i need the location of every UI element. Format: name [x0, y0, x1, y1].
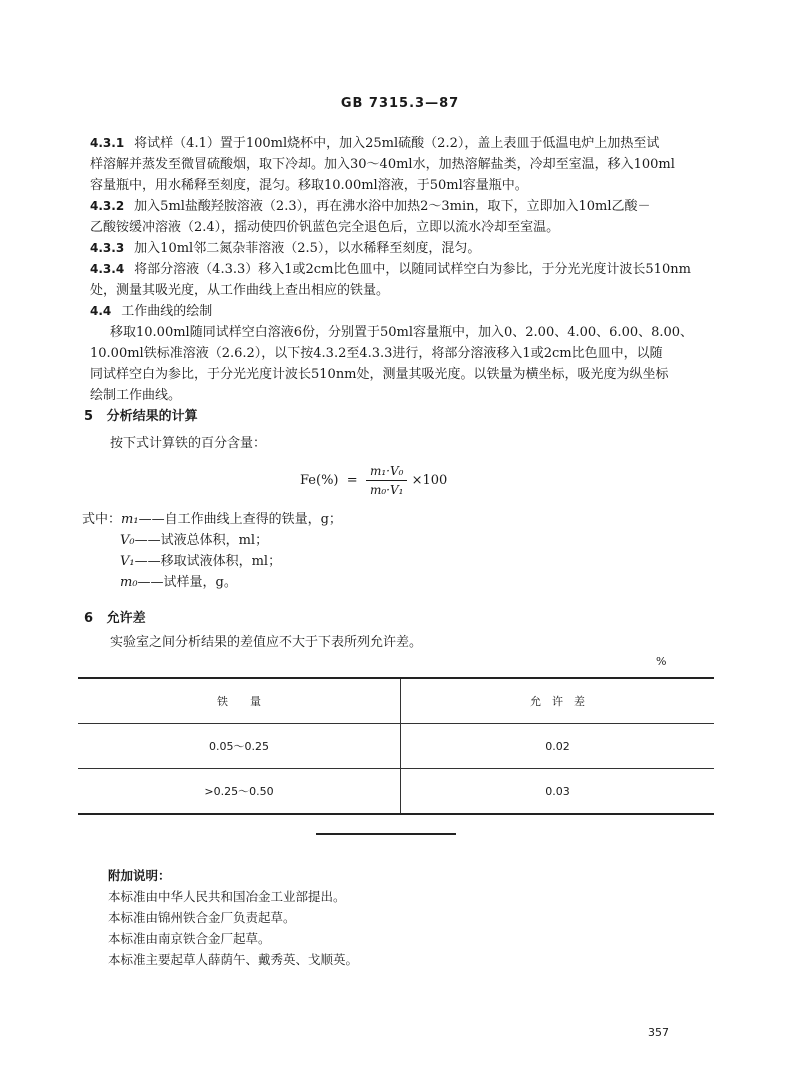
section-title: 允许差 — [106, 611, 146, 626]
clause-number: 4.3.1 — [90, 136, 125, 150]
subsection-title: 工作曲线的绘制 — [121, 304, 213, 319]
section-title: 分析结果的计算 — [106, 409, 198, 424]
paragraph-4-3-2 — [90, 196, 651, 217]
page-header: GB 7315.3—87 — [340, 96, 460, 111]
appendix-line: 本标准由南京铁合金厂起草。 — [108, 931, 271, 946]
appendix-title: 附加说明： — [108, 868, 171, 883]
paragraph-line: 容量瓶中，用水稀释至刻度，混匀。移取10.00ml溶液，于50ml容量瓶中。 — [90, 178, 528, 193]
paragraph-line: 移取10.00ml随同试样空白溶液6份，分别置于50ml容量瓶中，加入0、2.00、4.00、6.00、8.00、 — [110, 325, 694, 340]
clause-number: 4.3.2 — [90, 199, 125, 213]
clause-number: 4.3.4 — [90, 262, 125, 276]
table-row — [78, 724, 714, 769]
paragraph-line: 同试样空白为参比，于分光光度计波长510nm处，测量其吸光度。以铁量为横坐标，吸光度为纵坐标 — [90, 367, 669, 382]
table-cell: >0.25～0.50 — [78, 769, 401, 815]
where-label: 式中： — [82, 512, 122, 527]
column-header-tolerance: 允 许 差 — [401, 678, 715, 724]
variable-definition — [120, 572, 237, 593]
section-intro: 按下式计算铁的百分含量： — [110, 436, 267, 451]
clause-number: 4.3.3 — [90, 241, 125, 255]
formula-equals: = — [346, 473, 358, 488]
variable-symbol: m₁ — [121, 512, 139, 527]
variable-symbol: V₁ — [120, 554, 135, 569]
table-cell: 0.02 — [401, 724, 715, 769]
tolerance-table — [78, 677, 714, 815]
section-number: 6 — [84, 611, 94, 626]
variable-definition — [82, 509, 342, 530]
section-6-heading — [84, 607, 146, 626]
variable-description: ——试液总体积，ml； — [134, 533, 269, 548]
paragraph-line: 10.00ml铁标准溶液（2.6.2），以下按4.3.2至4.3.3进行，将部分溶液移入1或2cm比色皿中，以随 — [90, 346, 663, 361]
table-cell: 0.03 — [401, 769, 715, 815]
separator-rule — [316, 833, 456, 835]
paragraph-line: 加入10ml邻二氮杂菲溶液（2.5），以水稀释至刻度，混匀。 — [134, 241, 481, 256]
paragraph-line: 将试样（4.1）置于100ml烧杯中，加入25ml硫酸（2.2），盖上表皿于低温电炉上加热至试 — [134, 136, 660, 151]
variable-symbol: V₀ — [120, 533, 135, 548]
formula-fraction — [366, 464, 407, 497]
variable-description: ——移取试液体积，ml； — [134, 554, 282, 569]
table-header-row — [78, 678, 714, 724]
formula-lhs: Fe(%) — [300, 473, 339, 488]
paragraph-line: 加入5ml盐酸羟胺溶液（2.3），再在沸水浴中加热2～3min，取下，立即加入10ml乙酸－ — [134, 199, 651, 214]
paragraph-4-3-4 — [90, 259, 691, 280]
paragraph-4-3-3 — [90, 238, 480, 259]
table-cell: 0.05～0.25 — [78, 724, 401, 769]
variable-description: ——试样量，g。 — [137, 575, 237, 590]
paragraph-line: 处，测量其吸光度，从工作曲线上查出相应的铁量。 — [90, 283, 390, 298]
variable-description: ——自工作曲线上查得的铁量，g； — [138, 512, 342, 527]
clause-number: 4.4 — [90, 304, 112, 318]
formula-denominator: m₀·V₁ — [369, 483, 404, 497]
paragraph-line: 绘制工作曲线。 — [90, 388, 182, 403]
appendix-line: 本标准主要起草人薛荫午、戴秀英、戈顺英。 — [108, 952, 359, 967]
subsection-4-4-heading — [90, 301, 212, 322]
formula-numerator: m₁·V₀ — [366, 464, 407, 481]
paragraph-line: 将部分溶液（4.3.3）移入1或2cm比色皿中，以随同试样空白为参比，于分光光度计波长510nm — [134, 262, 691, 277]
formula-tail: ×100 — [411, 473, 448, 488]
paragraph-4-3-1 — [90, 133, 659, 154]
section-number: 5 — [84, 409, 94, 424]
appendix-line: 本标准由锦州铁合金厂负责起草。 — [108, 910, 296, 925]
page-number: 357 — [648, 1026, 669, 1039]
variable-symbol: m₀ — [120, 575, 138, 590]
paragraph-line: 样溶解并蒸发至微冒硫酸烟，取下冷却。加入30～40ml水，加热溶解盐类，冷却至室温，移入100ml — [90, 157, 675, 172]
variable-definition — [120, 551, 281, 572]
section-intro: 实验室之间分析结果的差值应不大于下表所列允许差。 — [110, 635, 423, 650]
column-header-iron-content: 铁 量 — [78, 678, 401, 724]
table-unit: % — [656, 655, 667, 668]
table-row — [78, 769, 714, 815]
formula — [300, 464, 447, 497]
paragraph-line: 乙酸铵缓冲溶液（2.4），摇动使四价钒蓝色完全退色后，立即以流水冷却至室温。 — [90, 220, 560, 235]
section-5-heading — [84, 405, 198, 424]
appendix-line: 本标准由中华人民共和国冶金工业部提出。 — [108, 889, 346, 904]
variable-definition — [120, 530, 268, 551]
